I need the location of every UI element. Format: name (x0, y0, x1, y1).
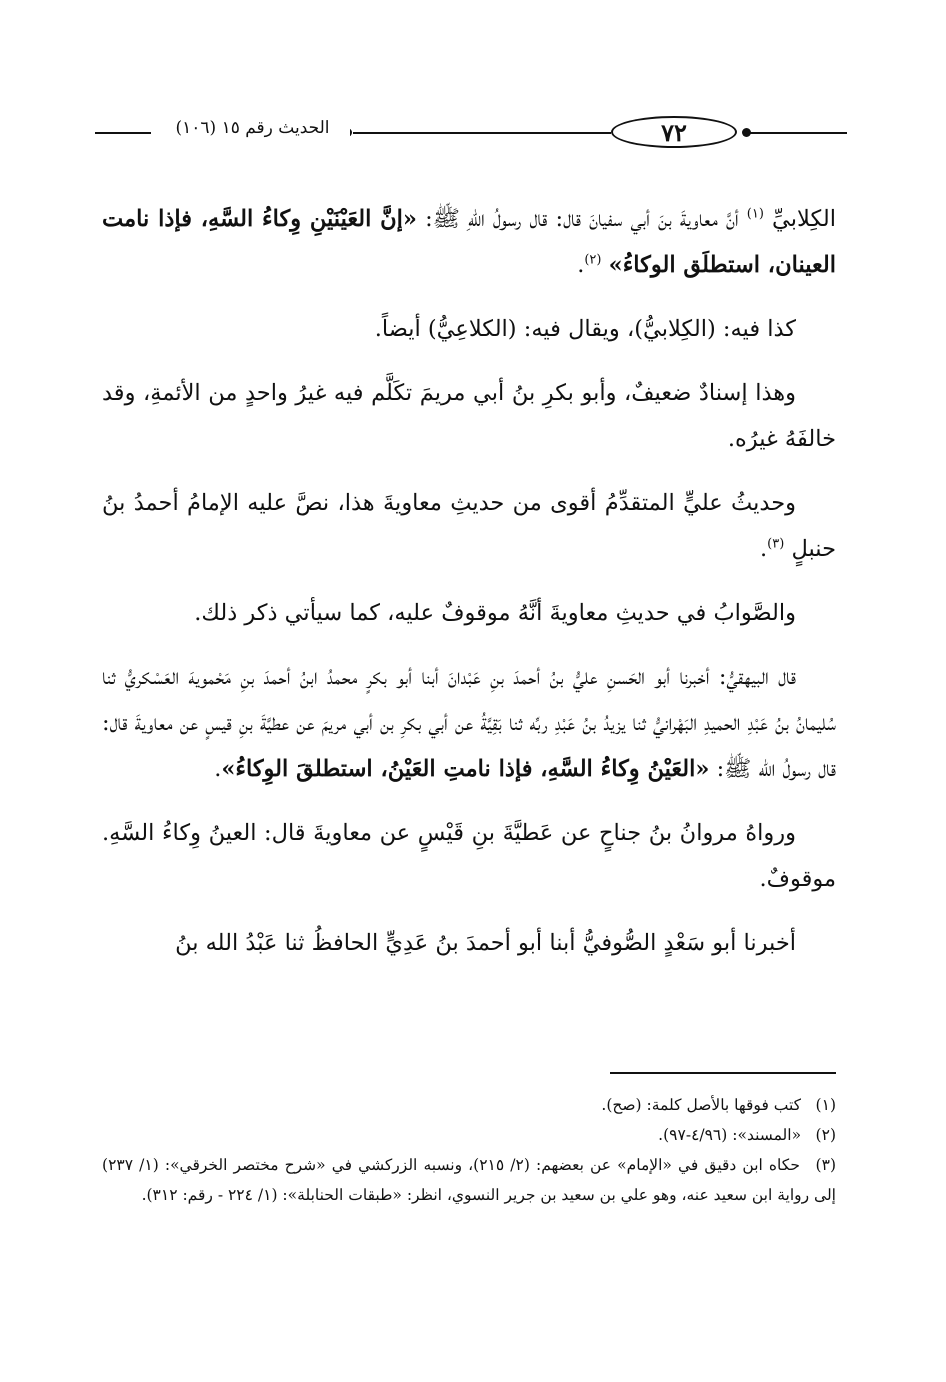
paragraph-text: ورواهُ مروانُ بنُ جناحٍ عن عَطيَّةَ بنِ قَيْسٍ عن معاويةَ قال: العينُ وِكاءُ السَّهِ. موقوفٌ. (102, 820, 836, 892)
hadith-quote: «إنَّ العَيْنَيْنِ وِكاءُ السَّهِ، فإذا نامت العينان، استطلَق الوكاءُ» (102, 206, 836, 278)
footnote-separator (610, 1072, 836, 1074)
footnote (102, 1150, 836, 1210)
footnote-text: كتب فوقها بالأصل كلمة: (صح). (601, 1096, 802, 1114)
footnote-number: (٣) (815, 1156, 836, 1174)
paragraph (102, 810, 836, 902)
header-rule-right (747, 132, 847, 134)
paragraph-text: وحديثُ عليٍّ المتقدِّمُ أقوى من حديثِ معاويةَ هذا، نصَّ عليه الإمامُ أحمدُ بنُ حنبلٍ (102, 490, 836, 562)
paragraph-text: كذا فيه: (الكِلابيُّ)، ويقال فيه: (الكلاعِيُّ) أيضاً. (374, 316, 796, 342)
main-text (102, 196, 836, 984)
paragraph (102, 654, 836, 792)
footnote-text: حكاه ابن دقيق في «الإمام» عن بعضهم: (٢/ ٢١٥)، ونسبه الزركشي في «شرح مختصر الخرقي»: (١/ ٢٣٧) إلى رواية ابن سعيد عنه، وهو علي بن سعيد بن جرير النسوي، انظر: «طبقات الحنابلة»: (١/ ٢٢٤ - رقم: ٣١٢). (102, 1156, 836, 1204)
paragraph (102, 196, 836, 288)
paragraph (102, 480, 836, 572)
paragraph-text: . (214, 756, 222, 782)
paragraph-text: وهذا إسنادٌ ضعيفٌ، وأبو بكرِ بنُ أبي مريمَ تكَلَّم فيه غيرُ واحدٍ من الأئمةِ، وقد خالفَهُ غيرُه. (102, 380, 836, 452)
header-ornament-dot (742, 128, 751, 137)
running-title: الحديث رقم ١٥ (١٠٦) (155, 118, 350, 138)
hadith-quote: «العَيْنُ وِكاءُ السَّهِ، فإذا نامتِ العَيْنُ، استطلقَ الوِكاءُ» (221, 756, 710, 782)
footnote-ref: (٢) (584, 252, 602, 268)
paragraph-text: والصَّوابُ في حديثِ معاويةَ أنَّهُ موقوفٌ عليه، كما سيأتي ذكر ذلك. (194, 600, 796, 626)
paragraph-text: قال البيهقيُّ: أخبرنا أبو الحَسنِ عليُّ بنُ أحمدَ بنِ عَبْدانَ أبنا أبو بكرٍ محمدُ ابنُ أحمدَ بنِ مَحْمويهَ العَسْكريُّ ثنا سُليمانُ بنُ عَبْدِ الحميدِ البَهْرانيُّ ثنا يزيدُ بنُ عَبْدِ ربِّه ثنا بَقِيَّةُ عن أبي بكرِ بن أبي مريمَ عن عطيَّةَ بنِ قيسٍ عن معاويةَ قال: قال رسولُ الله ﷺ: (102, 664, 836, 782)
footnote-number: (٢) (815, 1126, 836, 1144)
footnote-ref: (٣) (767, 536, 785, 552)
footnote (102, 1090, 836, 1120)
page-header (95, 108, 847, 156)
header-rule-left (95, 132, 151, 134)
page-number: ٧٢ (611, 116, 737, 148)
footnote-text: «المسند»: (٤/٩٦-٩٧). (658, 1126, 802, 1144)
paragraph-text: أخبرنا أبو سَعْدٍ الصُّوفيُّ أبنا أبو أحمدَ بنُ عَدِيٍّ الحافظُ ثنا عَبْدُ الله بنُ (175, 930, 796, 956)
paragraph-text: . (760, 536, 768, 562)
paragraph (102, 920, 836, 966)
paragraph-text: الكِلابيِّ (763, 206, 836, 232)
footnote-number: (١) (815, 1096, 836, 1114)
paragraph (102, 370, 836, 462)
paragraph (102, 590, 836, 636)
footnote (102, 1120, 836, 1150)
header-rule-middle (353, 132, 611, 134)
paragraph-text: . (577, 252, 585, 278)
footnotes (102, 1090, 836, 1210)
footnote-ref: (١) (746, 206, 764, 222)
paragraph-text: أنَّ معاويةَ بنَ أبي سفيانَ قال: قال رسولُ اللهِ ﷺ: (416, 206, 747, 232)
paragraph (102, 306, 836, 352)
